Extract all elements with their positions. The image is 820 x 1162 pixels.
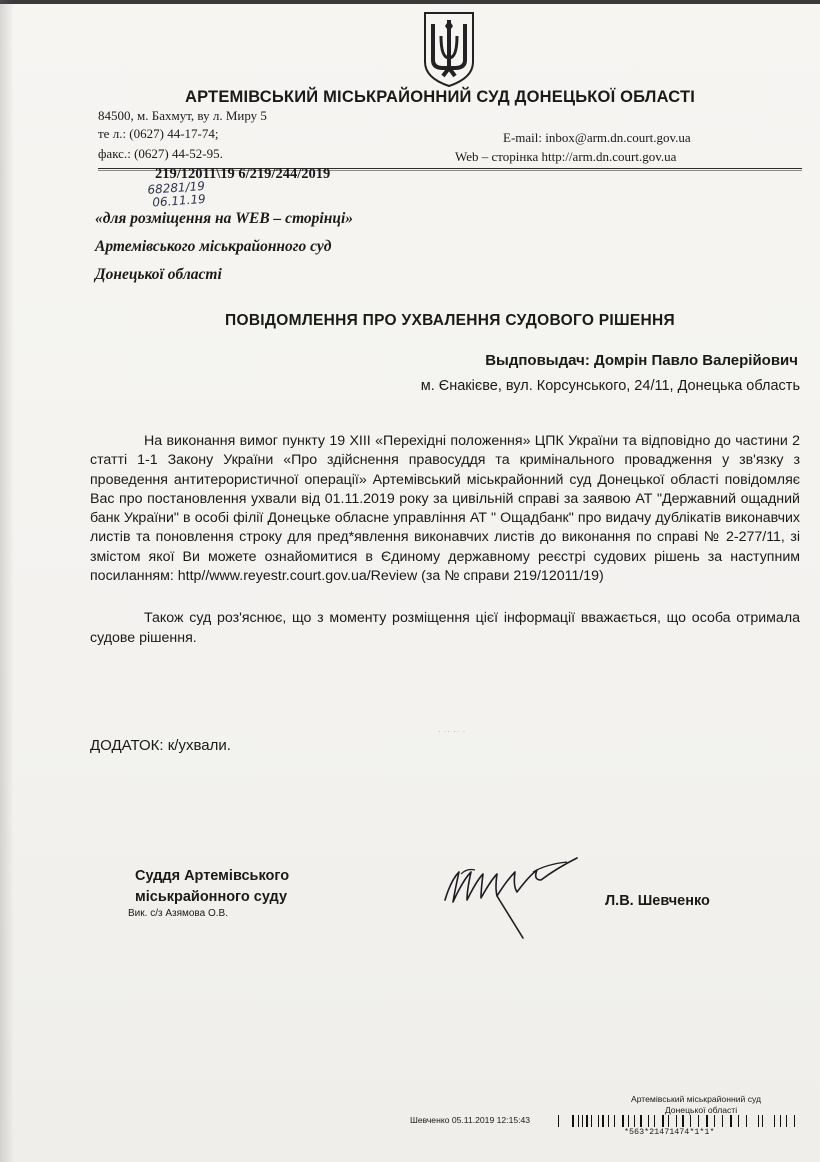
executor-note: Вик. с/з Азямова О.В.: [128, 908, 228, 919]
case-number: 219/12011\19 6/219/244/2019: [155, 166, 331, 182]
judge-position-line-2: міськрайонного суду: [135, 889, 288, 905]
document-title: ПОВІДОМЛЕННЯ ПРО УХВАЛЕННЯ СУДОВОГО РІШЕННЯ: [225, 312, 675, 329]
scan-artifact: · ·· ·· ·: [438, 728, 467, 736]
handwritten-signature: [437, 850, 592, 942]
court-website: Web – сторінка http://arm.dn.court.gov.ua: [455, 149, 677, 164]
handwritten-reg-date: 06.11.19: [151, 191, 207, 210]
addressee-line-2: Артемівського міськрайонного суд: [95, 238, 332, 255]
barcode-number: *563*21471474*1*1*: [624, 1127, 715, 1137]
court-fax: факс.: (0627) 44-52-95.: [98, 146, 223, 161]
court-phone: те л.: (0627) 44-17-74;: [98, 126, 219, 141]
notice-body: [90, 432, 800, 648]
scan-edge-shadow: [0, 0, 14, 1162]
respondent-address: м. Єнакієве, вул. Корсунського, 24/11, Донецька область: [420, 378, 800, 394]
scan-top-edge: [0, 0, 820, 4]
judge-position: [135, 866, 289, 908]
electronic-stamp-user-time: Шевченко 05.11.2019 12:15:43: [410, 1115, 531, 1125]
body-paragraph-1: На виконання вимог пункту 19 ХІІІ «Перехідні положення» ЦПК України та відповідно до частини 2 статті 1-1 Закону України «Про здійснення правосуддя та кримінального провадження у зв'язку з проведення антитерористичної операції» Артемівський міськрайонний суд Донецької області повідомляє Вас про постановлення ухвали від 01.11.2019 року за цивільній справі за заявою АТ "Державний ощадний банк України" в особі філії Донецьке обласне управління АТ " Ощадбанк" про видачу дублікатів виконавчих листів та поновлення строку для пред*явлення виконавчих листів до виконання по справі № 2-277/11, зі змістом якої Ви можете ознайомитися в Єдиному державному реєстрі судових рішень за наступним посиланням: http//www.reyestr.court.gov.ua/Review (за № справи 219/12011/19): [90, 433, 800, 585]
stamp-court-line-2: Донецької області: [664, 1105, 738, 1115]
handwritten-reg-number: 68281/19: [146, 178, 206, 197]
judge-name: Л.В. Шевченко: [605, 893, 710, 909]
annex-line: ДОДАТОК: к/ухвали.: [90, 737, 231, 754]
court-name-heading: АРТЕМІВСЬКИЙ МІСЬКРАЙОННИЙ СУД ДОНЕЦЬКОЇ ОБЛАСТІ: [184, 88, 696, 106]
respondent-name: Выдповыдач: Домрін Павло Валерійович: [485, 352, 798, 369]
addressee-line-1: «для розміщення на WEB – сторінці»: [95, 210, 354, 227]
stamp-court-line-1: Артемівський міськрайонний суд: [630, 1094, 762, 1104]
body-paragraph-2: Також суд роз'яснює, що з моменту розміщення цієї інформації вважається, що особа отримала судове рішення.: [90, 610, 800, 646]
court-email: E-mail: inbox@arm.dn.court.gov.ua: [503, 130, 691, 145]
trident-coat-of-arms-icon: [421, 10, 477, 88]
addressee-line-3: Донецької області: [95, 266, 222, 283]
judge-position-line-1: Суддя Артемівського: [135, 868, 290, 884]
court-address: 84500, м. Бахмут, ву л. Миру 5: [98, 108, 267, 123]
